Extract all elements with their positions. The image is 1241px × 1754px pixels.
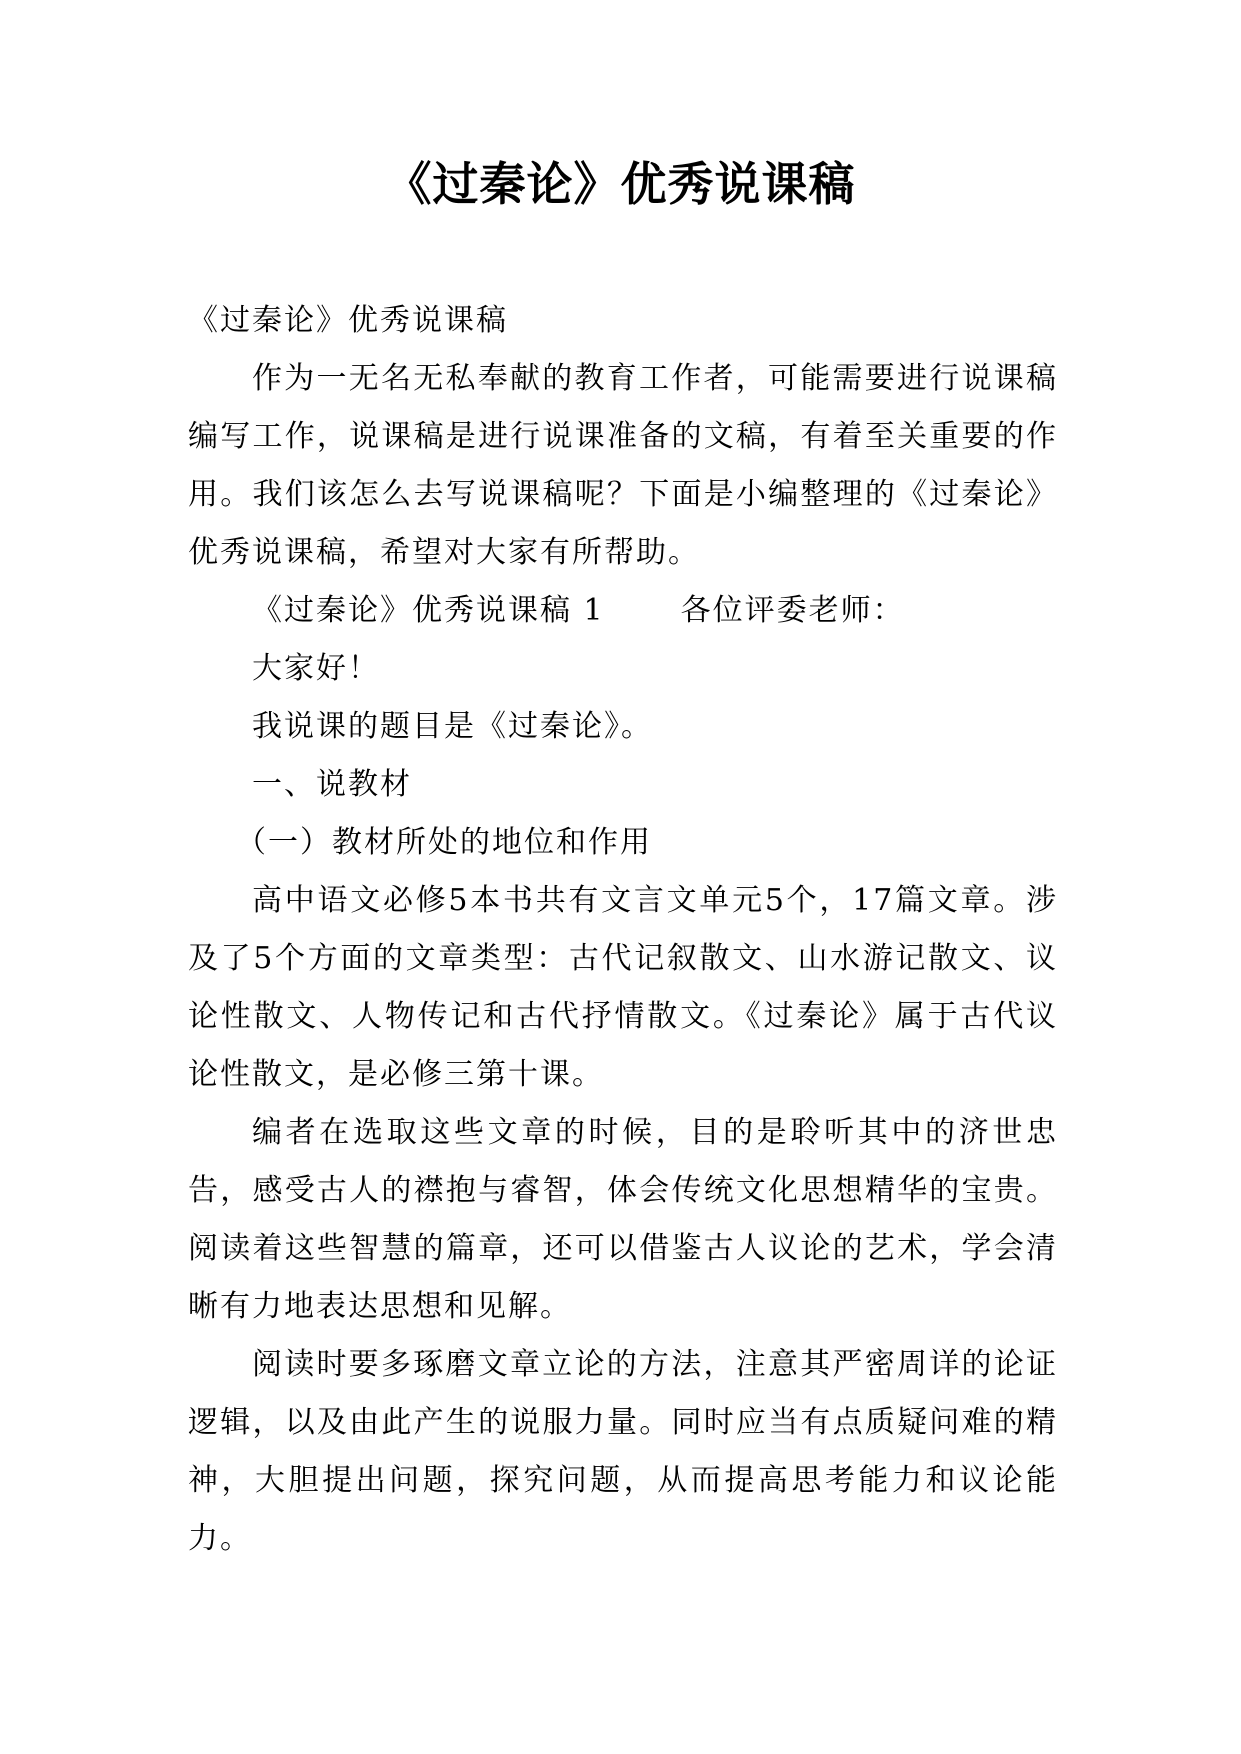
section-heading: 一、说教材 bbox=[252, 767, 412, 802]
body-paragraph: 阅读时要多琢磨文章立论的方法，注意其严密周详的论证逻辑，以及由此产生的说服力量。同时应当有点质疑问难的精神，大胆提出问题，探究问题，从而提高思考能力和议论能力。 bbox=[188, 1347, 1058, 1556]
topic-paragraph: 我说课的题目是《过秦论》。 bbox=[252, 709, 653, 744]
document-body bbox=[188, 292, 1058, 1568]
greeting: 各位评委老师： bbox=[680, 593, 905, 628]
document-title: 《过秦论》优秀说课稿 bbox=[385, 157, 856, 211]
body-paragraph: 高中语文必修5本书共有文言文单元5个，17篇文章。涉及了5个方面的文章类型：古代记叙散文、山水游记散文、议论性散文、人物传记和古代抒情散文。《过秦论》属于古代议论性散文，是必修三第十课。 bbox=[188, 883, 1058, 1092]
speech-heading: 《过秦论》优秀说课稿 1 bbox=[252, 593, 605, 628]
salutation-paragraph: 大家好！ bbox=[252, 651, 380, 686]
intro-paragraph: 作为一无名无私奉献的教育工作者，可能需要进行说课稿编写工作，说课稿是进行说课准备的文稿，有着至关重要的作用。我们该怎么去写说课稿呢？下面是小编整理的《过秦论》优秀说课稿，希望对大家有所帮助。 bbox=[188, 361, 1058, 570]
body-paragraph: 编者在选取这些文章的时候，目的是聆听其中的济世忠告，感受古人的襟抱与睿智，体会传统文化思想精华的宝贵。阅读着这些智慧的篇章，还可以借鉴古人议论的艺术，学会清晰有力地表达思想和见解。 bbox=[188, 1115, 1058, 1324]
subtitle-paragraph: 《过秦论》优秀说课稿 bbox=[188, 303, 508, 338]
subsection-heading: （一）教材所处的地位和作用 bbox=[236, 825, 652, 860]
speech-heading-line bbox=[188, 582, 1058, 640]
